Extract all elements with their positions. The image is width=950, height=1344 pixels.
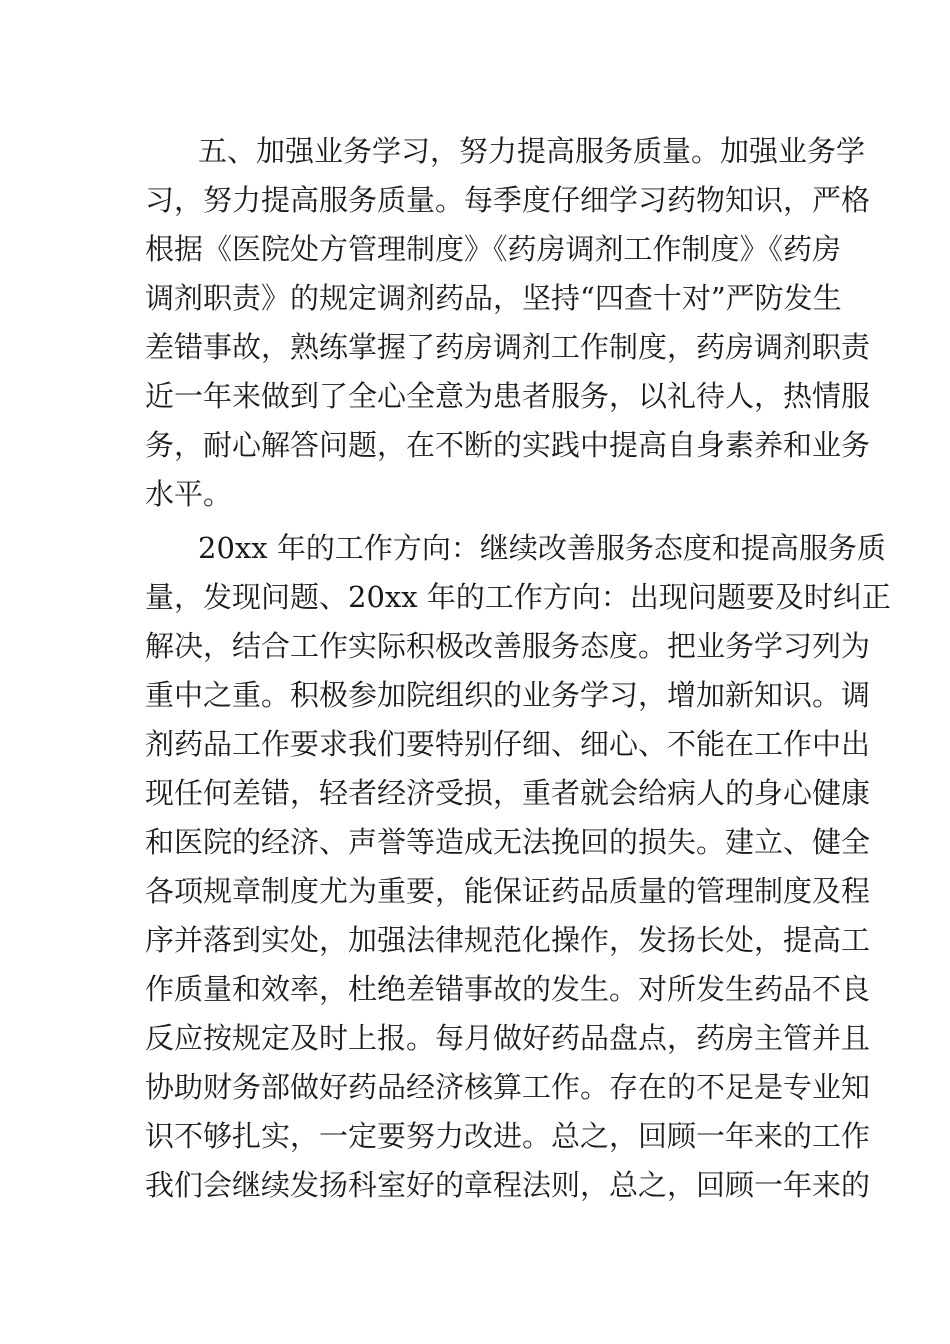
paragraph-direction-line-6: 现任何差错，轻者经济受损，重者就会给病人的身心健康 bbox=[145, 776, 871, 810]
paragraph-5-line-4: 调剂职责》的规定调剂药品，坚持“四查十对”严防发生 bbox=[145, 281, 842, 315]
paragraph-direction-line-7: 和医院的经济、声誉等造成无法挽回的损失。建立、健全 bbox=[145, 825, 871, 859]
paragraph-5-line-5: 差错事故，熟练掌握了药房调剂工作制度，药房调剂职责 bbox=[145, 330, 871, 364]
paragraph-direction-line-11: 反应按规定及时上报。每月做好药品盘点，药房主管并且 bbox=[145, 1021, 871, 1055]
paragraph-direction-line-3: 解决，结合工作实际积极改善服务态度。把业务学习列为 bbox=[145, 629, 871, 663]
paragraph-5-line-2: 习，努力提高服务质量。每季度仔细学习药物知识，严格 bbox=[145, 183, 871, 217]
paragraph-direction-line-5: 剂药品工作要求我们要特别仔细、细心、不能在工作中出 bbox=[145, 727, 871, 761]
paragraph-direction-line-4: 重中之重。积极参加院组织的业务学习，增加新知识。调 bbox=[145, 678, 871, 712]
paragraph-direction-line-14: 我们会继续发扬科室好的章程法则，总之，回顾一年来的 bbox=[145, 1168, 871, 1202]
paragraph-direction-line-2: 量，发现问题、20xx 年的工作方向：出现问题要及时纠正 bbox=[145, 580, 891, 614]
paragraph-direction-line-13: 识不够扎实，一定要努力改进。总之，回顾一年来的工作 bbox=[145, 1119, 871, 1153]
paragraph-5-line-3: 根据《医院处方管理制度》《药房调剂工作制度》《药房 bbox=[145, 232, 842, 266]
paragraph-direction-line-12: 协助财务部做好药品经济核算工作。存在的不足是专业知 bbox=[145, 1070, 871, 1104]
paragraph-direction-line-8: 各项规章制度尤为重要，能保证药品质量的管理制度及程 bbox=[145, 874, 871, 908]
paragraph-direction-line-10: 作质量和效率，杜绝差错事故的发生。对所发生药品不良 bbox=[145, 972, 871, 1006]
paragraph-direction-line-9: 序并落到实处，加强法律规范化操作，发扬长处，提高工 bbox=[145, 923, 871, 957]
paragraph-direction-line-1: 20xx 年的工作方向：继续改善服务态度和提高服务质 bbox=[198, 531, 886, 565]
paragraph-5-line-7: 务，耐心解答问题，在不断的实践中提高自身素养和业务 bbox=[145, 428, 871, 462]
paragraph-5-line-1: 五、加强业务学习，努力提高服务质量。加强业务学 bbox=[198, 134, 866, 168]
paragraph-5-line-8: 水平。 bbox=[145, 477, 233, 511]
paragraph-5-line-6: 近一年来做到了全心全意为患者服务，以礼待人，热情服 bbox=[145, 379, 871, 413]
